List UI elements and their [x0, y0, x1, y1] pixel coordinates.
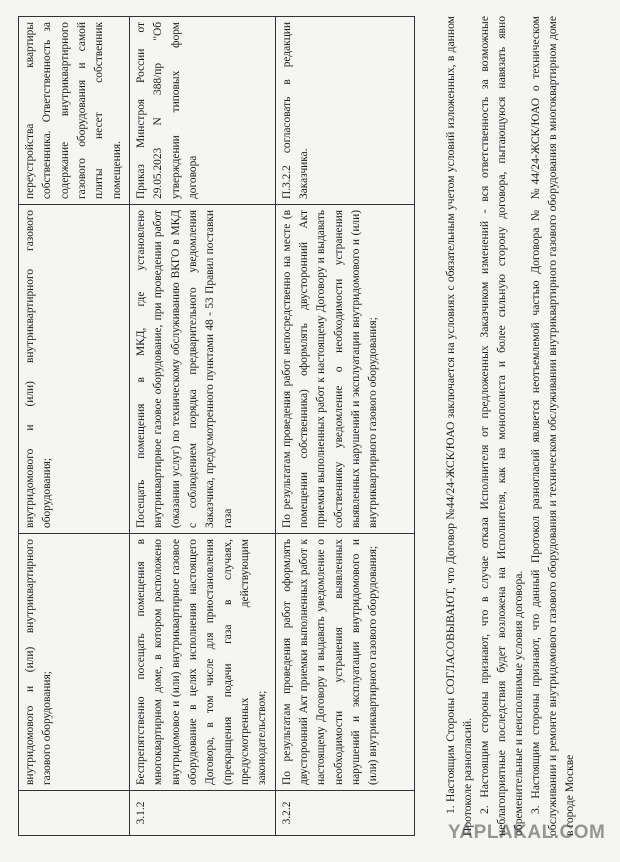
rotated-page-content: [10, 16, 610, 846]
table-row: [129, 17, 275, 836]
site-watermark: YAPLAKAL.COM: [448, 822, 606, 843]
paragraph-2: [476, 16, 527, 836]
contract-text-cell: внутридомового и (или) внутриквартирного газового оборудования;: [19, 534, 130, 791]
paragraph-1: [442, 16, 476, 836]
paragraph-text: Настоящим Стороны СОГЛАСОВЫВАЮТ, что Договор №44/24-ЖСК/ЮАО заключается на условиях с обязательным учетом условий изложенных, в данном Протоколе разногласий.: [444, 16, 475, 836]
protocol-paragraphs: [442, 16, 578, 836]
paragraph-text: Настоящим стороны признают, что в случае отказа Исполнителя от предложенных Заказчиком изменений - вся ответственность за возможные неблагоприятные последствия будет возложена на Исполнителя, как на монополиста и более сильную сторону договора, пытающуюся навязать явно обременительные и неисполнимые условия договора.: [478, 16, 526, 836]
customer-edition-cell: По результатам проведения работ непосредственно на месте (в помещении собственника) оформлять двусторонний Акт приемки выполненных работ к настоящему Договору и выдавать собственнику уведомление о необходимости устранения выявленных нарушений и эксплуатации внутридомового и (или) внутриквартирного газового оборудования;: [275, 205, 414, 534]
disagreement-protocol-table: [18, 16, 415, 836]
clause-number: [19, 791, 130, 836]
contract-text-cell: Беспрепятственно посещать помещения в многоквартирном доме, в котором расположено внутридомовое и (или) внутриквартирное газовое оборудование в целях исполнения настоящего Договора, в том числе для приостановления (прекращения подачи газа в случаях, предусмотренных действующим законодательством;: [129, 534, 275, 791]
justification-cell: переустройства квартиры собственника. Ответственность за содержание внутриквартирного газового оборудования и самой плиты несет собственник помещения.: [19, 17, 130, 205]
contract-text-cell: По результатам проведения работ оформлять двусторонний Акт приемки выполненных работ к настоящему Договору и выдавать уведомление о необходимости устранения выявленных нарушений и эксплуатации внутридомового и (или) внутриквартирного газового оборудования;: [275, 534, 414, 791]
justification-cell: Приказ Минстроя России от 29.05.2023 N 388/пр "Об утверждении типовых форм договора: [129, 17, 275, 205]
paragraph-number: 1.: [444, 805, 457, 814]
paragraph-3: [527, 16, 578, 836]
table-row: [275, 17, 414, 836]
customer-edition-cell: Посещать помещения в МКД, где установлено внутриквартирное газовое оборудование, при проведении работ (оказании услуг) по техническому обслуживанию ВКГО в МКД с соблюдением порядка предварительного уведомления Заказчика, предусмотренного пунктами 48 - 53 Правил поставки газа: [129, 205, 275, 534]
clause-number: 3.2.2: [275, 791, 414, 836]
clause-number: 3.1.2: [129, 791, 275, 836]
paragraph-text: Настоящим стороны признают, что данный Протокол разногласий является неотъемлемой частью Договора № №44/24-ЖСК/ЮАО о техническом обслуживании и ремонте внутридомового газового оборудования и техническом обслуживании внутриквартирного газового оборудования в многоквартирном доме в городе Москве: [529, 16, 577, 836]
table-row: [19, 17, 130, 836]
justification-cell: П.3.2.2 согласовать в редакции Заказчика.: [275, 17, 414, 205]
customer-edition-cell: внутридомового и (или) внутриквартирного газового оборудования;: [19, 205, 130, 534]
paragraph-number: 3.: [529, 805, 543, 814]
paragraph-number: 2.: [478, 805, 492, 814]
